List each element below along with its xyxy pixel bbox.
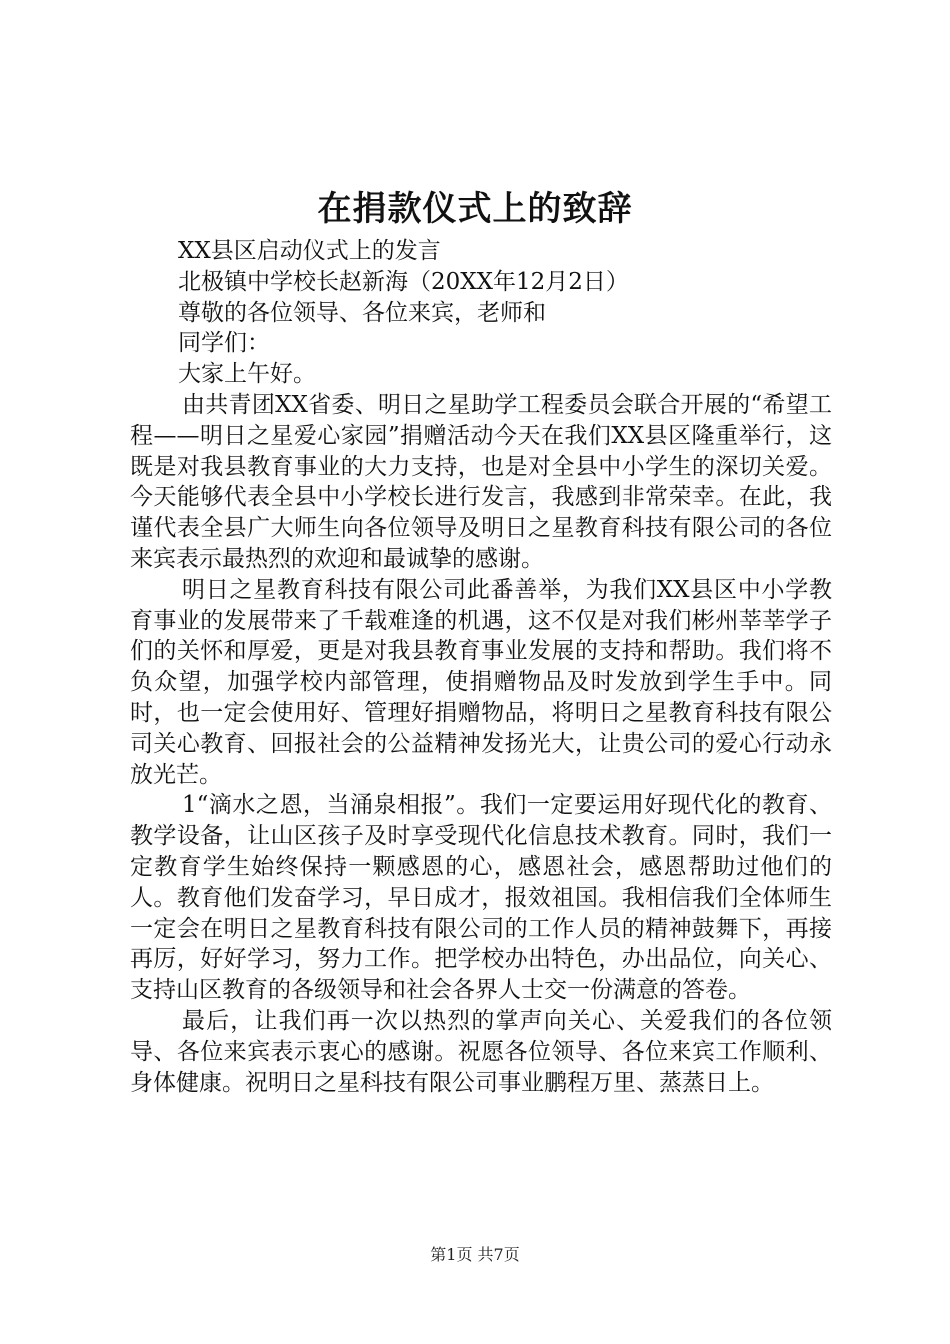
paragraph-intro: 由共青团XX省委、明日之星助学工程委员会联合开展的“希望工程——明日之星爱心家园”捐赠活动今天在我们XX县区隆重举行，这既是对我县教育事业的大力支持，也是对全县中小学生的深切关爱。今天能够代表全县中小学校长进行发言，我感到非常荣幸。在此，我谨代表全县广大师生向各位领导及明日之星教育科技有限公司的各位来宾表示最热烈的欢迎和最诚挚的感谢。 (130, 391, 832, 572)
header-line-salutation-cont: 同学们： (178, 330, 270, 357)
header-line-occasion: XX县区启动仪式上的发言 (178, 238, 441, 264)
header-line-greeting: 大家上午好。 (178, 361, 316, 388)
page-number-footer: 第1页 共7页 (430, 1245, 520, 1264)
header-line-salutation: 尊敬的各位领导、各位来宾，老师和 (178, 299, 546, 326)
paragraph-gratitude: 明日之星教育科技有限公司此番善举，为我们XX县区中小学教育事业的发展带来了千载难逢的机遇，这不仅是对我们彬州莘莘学子们的关怀和厚爱，更是对我县教育事业发展的支持和帮助。我们将不负众望，加强学校内部管理，使捐赠物品及时发放到学生手中。同时，也一定会使用好、管理好捐赠物品，将明日之星教育科技有限公司关心教育、回报社会的公益精神发扬光大，让贵公司的爱心行动永放光芒。 (130, 576, 832, 788)
header-line-speaker: 北极镇中学校长赵新海（20XX年12月2日） (178, 268, 629, 295)
paragraph-closing: 最后，让我们再一次以热烈的掌声向关心、关爱我们的各位领导、各位来宾表示衷心的感谢。祝愿各位领导、各位来宾工作顺利、身体健康。祝明日之星科技有限公司事业鹏程万里、蒸蒸日上。 (130, 1007, 832, 1096)
document-body (130, 236, 832, 1098)
document-title: 在捐款仪式上的致辞 (317, 189, 633, 229)
paragraph-commitment: 1“滴水之恩，当涌泉相报”。我们一定要运用好现代化的教育、教学设备，让山区孩子及时享受现代化信息技术教育。同时，我们一定教育学生始终保持一颗感恩的心，感恩社会，感恩帮助过他们的人。教育他们发奋学习，早日成才，报效祖国。我相信我们全体师生一定会在明日之星教育科技有限公司的工作人员的精神鼓舞下，再接再厉，好好学习，努力工作。把学校办出特色，办出品位，向关心、支持山区教育的各级领导和社会各界人士交一份满意的答卷。 (130, 792, 832, 1004)
